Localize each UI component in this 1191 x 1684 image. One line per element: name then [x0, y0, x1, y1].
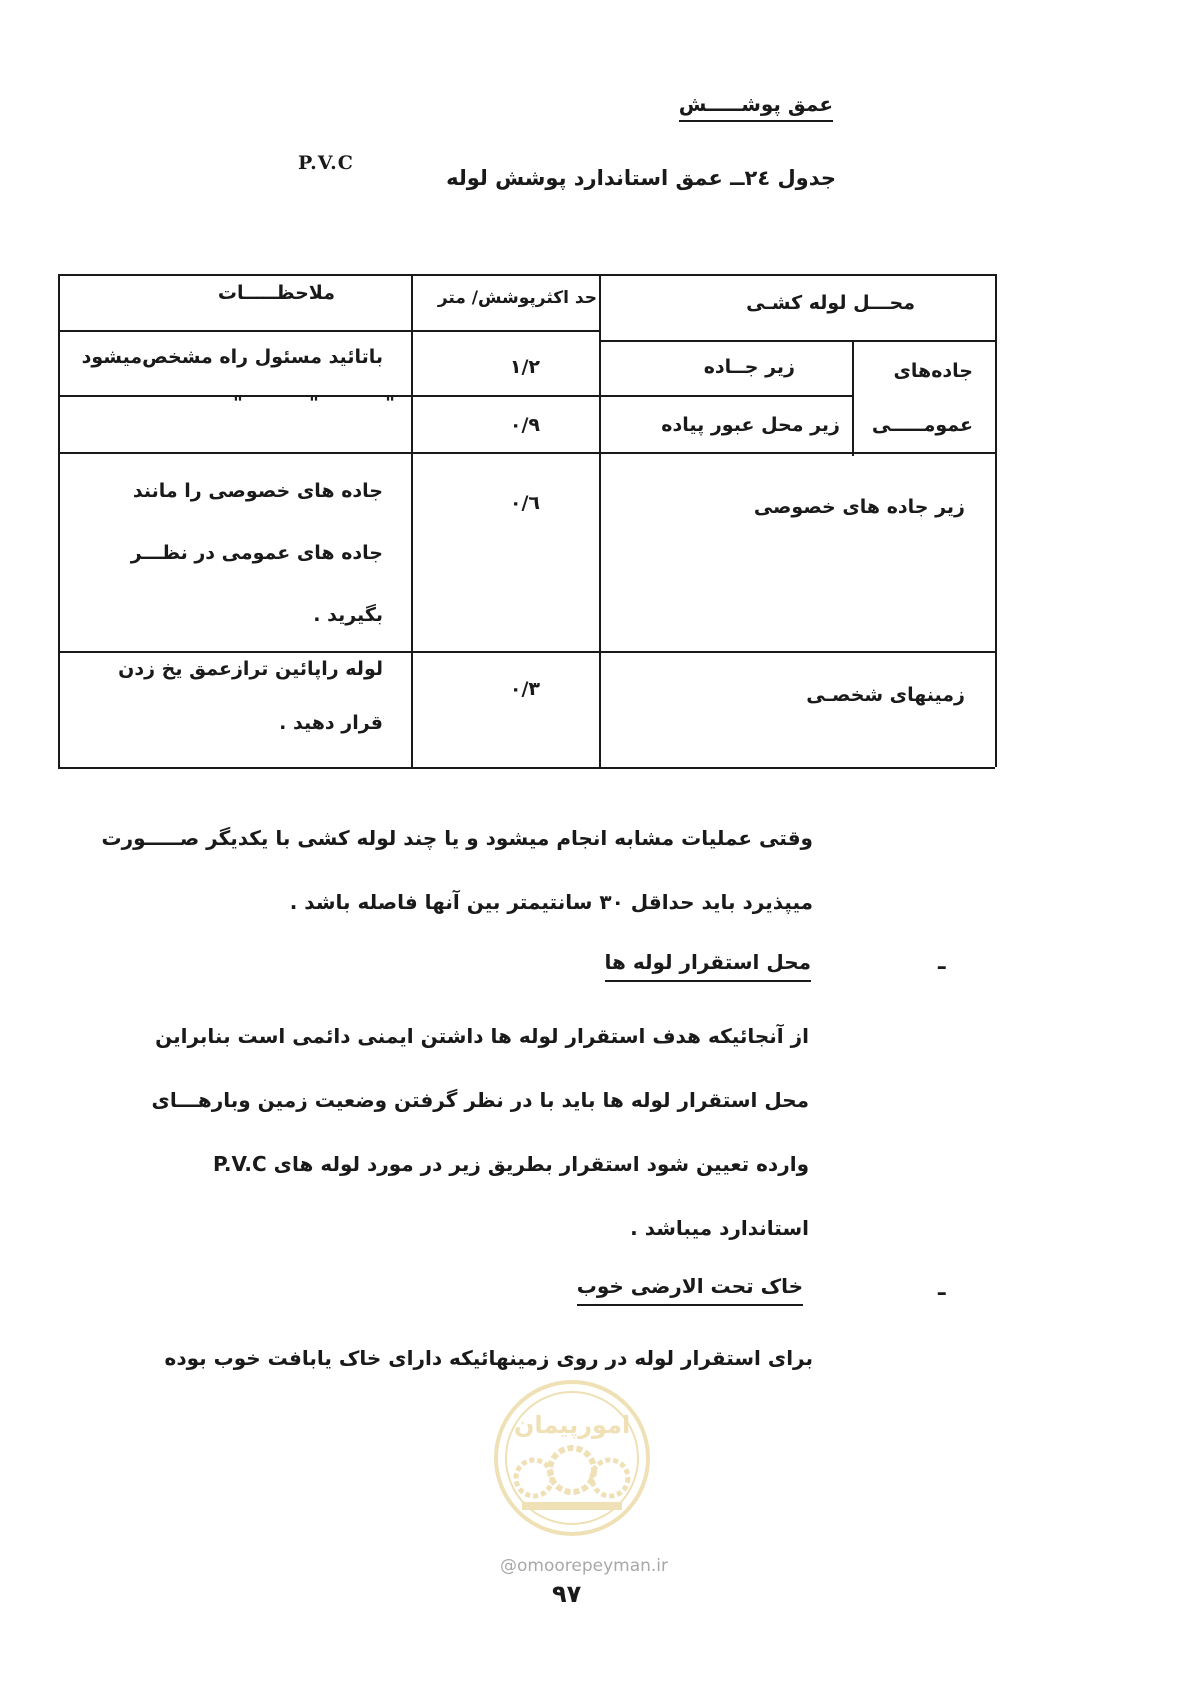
page-number: ٩٧ [552, 1580, 582, 1608]
header-rule-right [599, 340, 995, 342]
paragraph1-line1: وقتی عملیات مشابه انجام میشود و یا چند لوله کشی با یکدیگر صـــــورت [101, 826, 813, 850]
row1-remark: باتائید مسئول راه مشخص‌میشود [81, 346, 383, 368]
column-divider-public-roads [852, 340, 854, 456]
section1-title: محل استقرار لوله ها [605, 950, 812, 982]
section-heading: عمق پوشـــــش [679, 92, 833, 122]
table-border-top [58, 274, 995, 276]
public-roads-label-line1: جاده‌های [893, 360, 973, 382]
paragraph1-line2: میپذیرد باید حداقل ٣٠ سانتیمتر بین آنها فاصله باشد . [289, 890, 813, 914]
section1-dash: ـ [938, 950, 946, 975]
publisher-seal-logo [492, 1378, 652, 1538]
public-roads-label-line2: عمومـــــی [871, 414, 973, 436]
row4-remark-line1: لوله راپائین ترازعمق یخ زدن [118, 658, 383, 680]
row1-location: زیر جــاده [703, 356, 795, 378]
row1-value: ١/٢ [509, 356, 540, 378]
row3-remark-line1: جاده های خصوصی را مانند [132, 480, 383, 502]
row3-location: زیر جاده های خصوصی [753, 496, 965, 518]
table-border-right [995, 274, 997, 767]
paragraph2-line1: از آنجائیکه هدف استقرار لوله ها داشتن ایمنی دائمی است بنابراین [155, 1024, 809, 1048]
header-remarks: ملاحظـــــات [217, 282, 335, 304]
column-divider-value [599, 274, 601, 767]
row3-value: ٠/٦ [509, 492, 540, 514]
row2-remark-ditto: " " " [233, 392, 395, 414]
row2-location: زیر محل عبور پیاده [661, 414, 840, 436]
table-border-left [58, 274, 60, 767]
header-max-cover: حد اکثرپوشش/ متر [437, 288, 597, 308]
row-rule-3 [58, 651, 995, 653]
table-caption: جدول ٢٤ــ عمق استاندارد پوشش لوله [446, 166, 836, 190]
row4-remark-line2: قرار دهید . [279, 712, 383, 734]
table-border-bottom [58, 767, 995, 769]
section2-dash: ـ [938, 1276, 946, 1301]
row3-remark-line2: جاده های عمومی در نظـــر [130, 542, 383, 564]
paragraph2-line2: محل استقرار لوله ها باید با در نظر گرفتن وضعیت زمین وبارهـــای [151, 1088, 809, 1112]
section2-title: خاک تحت الارضی خوب [577, 1274, 803, 1306]
watermark-handle: @omoorepeyman.ir [500, 1556, 669, 1576]
row-rule-2 [58, 452, 995, 454]
row4-value: ٠/٣ [509, 678, 540, 700]
row3-remark-line3: بگیرید . [313, 604, 383, 626]
row2-value: ٠/٩ [509, 414, 540, 436]
paragraph3-line1: برای استقرار لوله در روی زمینهائیکه دارای خاک یابافت خوب بوده [164, 1346, 813, 1370]
cover-depth-table [58, 274, 995, 767]
column-divider-remarks [411, 274, 413, 767]
paragraph2-line4: استاندارد میباشد . [630, 1216, 809, 1240]
header-location: محـــل لوله کشـی [746, 292, 915, 314]
row-rule-1 [58, 395, 852, 397]
table-caption-code: P.V.C [298, 152, 354, 174]
row4-location: زمینهای شخصـی [806, 684, 965, 706]
paragraph2-line3: وارده تعیین شود استقرار بطریق زیر در مورد لوله های P.V.C [212, 1152, 809, 1176]
header-rule-left [58, 330, 599, 332]
svg-text:امورپیمان: امورپیمان [513, 1411, 631, 1439]
